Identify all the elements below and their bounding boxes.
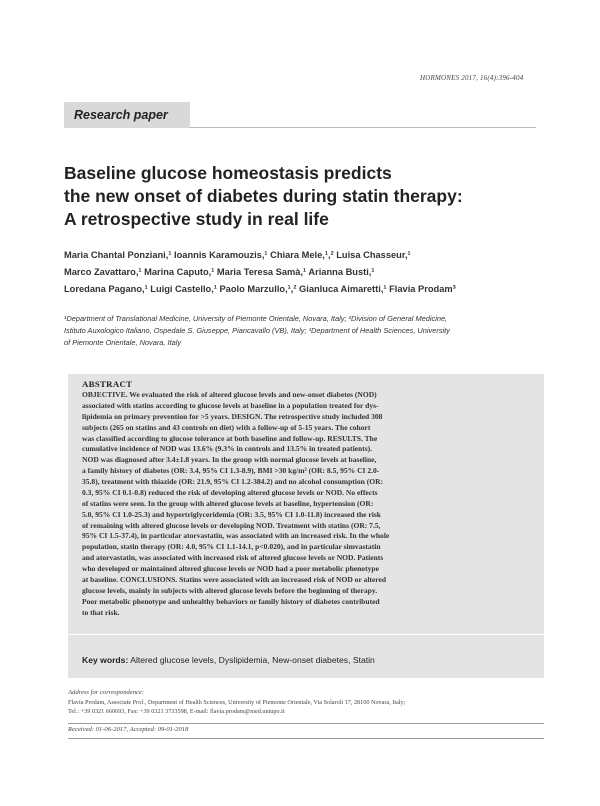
section-label-bar	[64, 102, 536, 128]
affiliation-line: ¹Department of Translational Medicine, University of Piemonte Orientale, Novara, Italy; ²Division of General Medicine,	[64, 314, 448, 323]
abstract-line: OBJECTIVE. We evaluated the risk of altered glucose levels and new-onset diabetes (NOD)	[82, 390, 377, 399]
abstract-line: Poor metabolic phenotype and unhealthy behaviors or family history of diabetes contributed	[82, 596, 380, 606]
abstract-line: of remaining with altered glucose levels or developing NOD. Treatment with statins (OR: 7.5,	[82, 520, 381, 530]
keywords-label: Key words:	[82, 655, 129, 665]
abstract-line: 35.8), treatment with thiazide (OR: 21.9, 95% CI 1.2-384.2) and no alcohol consumption (OR:	[82, 477, 384, 486]
correspondence-rule-bottom	[68, 738, 544, 739]
affiliation-line: Istituto Auxologico Italiano, Ospedale S. Giuseppe, Piancavallo (VB), Italy; ³Department of Health Sciences, University	[64, 326, 450, 335]
abstract-line: population, statin therapy (OR: 4.0, 95% CI 1.1-14.1, p<0.020), and in particular simvastatin	[82, 542, 381, 552]
abstract-body	[82, 390, 534, 618]
title-line: the new onset of diabetes during statin therapy:	[64, 186, 463, 206]
abstract-line: glucose levels, mainly in subjects with altered glucose levels before the beginning of therapy.	[82, 585, 378, 595]
section-label: Research paper	[64, 102, 190, 128]
abstract-heading: ABSTRACT	[82, 379, 133, 389]
abstract-line: at baseline. CONCLUSIONS. Statins were associated with an increased risk of NOD or altered	[82, 574, 387, 584]
affiliation-line: of Piemonte Orientale, Novara, Italy	[64, 338, 182, 347]
abstract-line: 95% CI 1.5-37.4), in particular atorvastatin, was associated with an increased risk. In the whole	[82, 531, 390, 541]
affiliations	[64, 313, 549, 349]
abstract-line: NOD was diagnosed after 3.4±1.8 years. In the group with normal glucose levels at baseline,	[82, 455, 377, 465]
keywords-text: Altered glucose levels, Dyslipidemia, New-onset diabetes, Statin	[130, 655, 375, 665]
abstract-line: a family history of diabetes (OR: 3.4, 95% CI 1.3-8.9), BMI >30 kg/m² (OR: 8.5, 95% CI 2.0-	[82, 466, 380, 476]
author-line: Loredana Pagano,¹ Luigi Castello,¹ Paolo Marzullo,¹,² Gianluca Aimaretti,¹ Flavia Prodam³	[64, 284, 456, 294]
abstract-line: associated with statins according to glucose levels at baseline in a population treated for dys-	[82, 400, 379, 410]
abstract-line: cumulative incidence of NOD was 13.6% (9.3% in controls and 13.5% in treated patients).	[82, 444, 373, 454]
abstract-line: who developed or maintained altered glucose levels or NOD had a poor metabolic phenotype	[82, 564, 379, 573]
author-line: Maria Chantal Ponziani,¹ Ioannis Karamouzis,¹ Chiara Mele,¹,² Luisa Chasseur,¹	[64, 250, 411, 260]
correspondence-line: Tel.: +39 0321 660693, Fax: +39 0321 3733598, E-mail: flavia.prodam@med.uniupo.it	[68, 708, 285, 715]
abstract-line: lipidemia on primary prevention for >5 years. DESIGN. The retrospective study included 308	[82, 411, 383, 421]
correspondence-line: Flavia Prodam, Associate Prof., Department of Health Sciences, University of Piemonte Orientale, Via Solaroli 17, 28100 Novara, Italy;	[68, 698, 406, 706]
title-line: A retrospective study in real life	[64, 209, 329, 229]
abstract-line: 5.0, 95% CI 1.0-25.3) and hypertriglyceridemia (OR: 3.5, 95% CI 1.0-11.8) increased the risk	[82, 509, 381, 519]
correspondence-rule-top	[68, 723, 544, 724]
section-rule	[190, 127, 536, 128]
abstract-line: of statins were seen. In the group with altered glucose levels at baseline, hypertension (OR:	[82, 498, 374, 508]
title-line: Baseline glucose homeostasis predicts	[64, 163, 392, 183]
abstract-line: 0.3, 95% CI 0.1-0.8) reduced the risk of developing altered glucose levels or NOD. No effects	[82, 487, 378, 497]
author-list	[64, 247, 554, 298]
abstract-line: was classified according to glucose tolerance at both baseline and follow-up. RESULTS. The	[82, 433, 378, 443]
abstract-line: to that risk.	[82, 607, 120, 617]
keywords	[82, 655, 375, 665]
abstract-line: and atorvastatin, was associated with increased risk of altered glucose levels or NOD. Patients	[82, 553, 384, 563]
abstract-box	[68, 374, 544, 678]
journal-header: HORMONES 2017, 16(4):396-404	[420, 74, 524, 82]
abstract-line: subjects (265 on statins and 43 controls on diet) with a follow-up of 5-15 years. The cohort	[82, 422, 371, 432]
article-title	[64, 162, 544, 231]
keywords-divider	[68, 634, 544, 635]
correspondence-label: Address for correspondence:	[68, 689, 145, 696]
correspondence	[68, 688, 548, 717]
author-line: Marco Zavattaro,¹ Marina Caputo,¹ Maria Teresa Samà,¹ Arianna Busti,¹	[64, 267, 375, 277]
received-dates: Received: 01-06-2017, Accepted: 09-01-2018	[68, 726, 189, 733]
